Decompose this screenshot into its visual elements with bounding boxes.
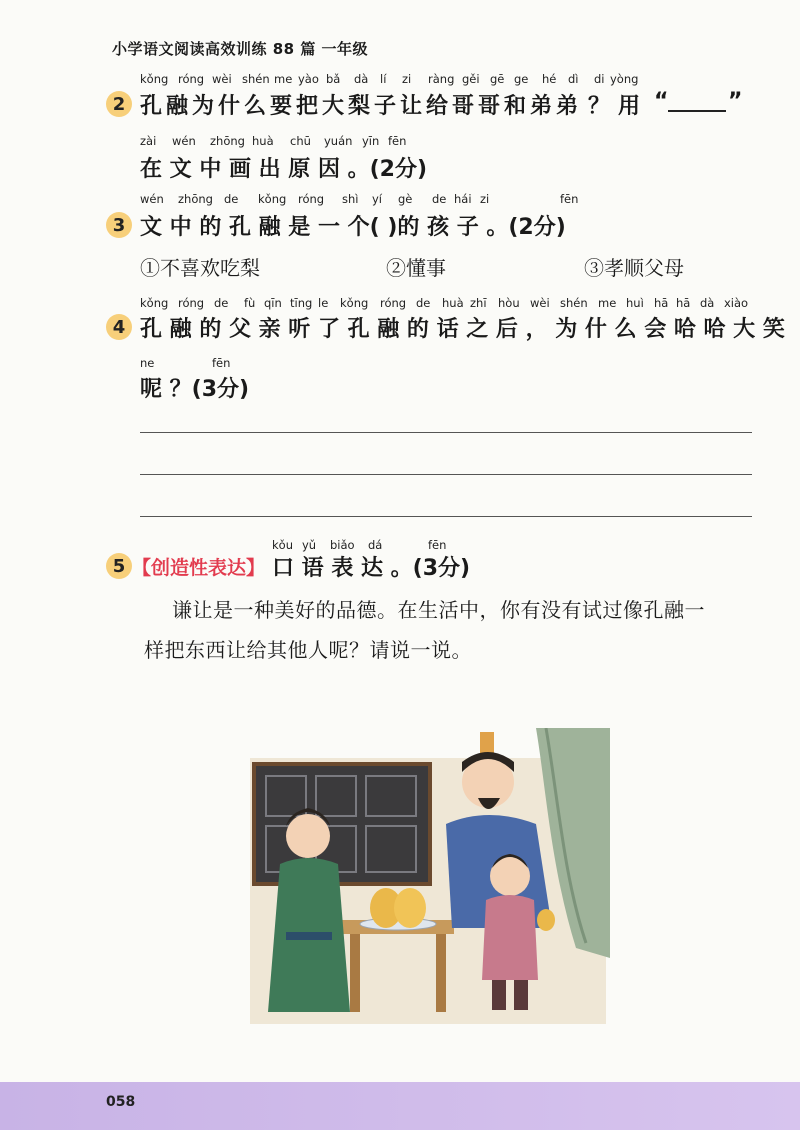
kong-rong-pears-illustration bbox=[246, 728, 610, 1028]
q4-number-badge: 4 bbox=[106, 314, 132, 340]
q2-pinyin-token: bǎ bbox=[326, 72, 341, 86]
q2-char: 融 bbox=[166, 94, 189, 119]
q3-pinyin-token: zi bbox=[480, 192, 490, 206]
q4-pinyin-token: zhī bbox=[470, 296, 487, 310]
q4-pinyin-token: róng bbox=[178, 296, 205, 310]
q2-pinyin-token: zi bbox=[402, 72, 412, 86]
q4-pinyin-token: dà bbox=[700, 296, 715, 310]
q2-pinyin-token: me bbox=[274, 72, 293, 86]
q2-pinyin-token: ràng bbox=[428, 72, 455, 86]
q3-pinyin-token: fēn bbox=[560, 192, 579, 206]
q2-pinyin-token: wén bbox=[172, 134, 196, 148]
q5-pinyin-token: yǔ bbox=[302, 538, 317, 552]
q5-pinyin-token: fēn bbox=[428, 538, 447, 552]
q2-pinyin-token: yòng bbox=[610, 72, 639, 86]
q4-pinyin-token: ne bbox=[140, 356, 155, 370]
q2-pinyin-token: yīn bbox=[362, 134, 380, 148]
q3-pinyin-token: hái bbox=[454, 192, 472, 206]
q4-pinyin-token: róng bbox=[380, 296, 407, 310]
q2-char: 什 bbox=[218, 94, 241, 119]
q5-pinyin-token: biǎo bbox=[330, 538, 355, 552]
q5-pinyin-token: dá bbox=[368, 538, 383, 552]
q2-pinyin-token: gěi bbox=[462, 72, 480, 86]
q2-char: 让 bbox=[400, 94, 423, 119]
q5-category-tag: 【创造性表达】 bbox=[132, 557, 266, 579]
q3-pinyin-row bbox=[140, 192, 600, 208]
q3-pinyin-token: wén bbox=[140, 192, 164, 206]
q2-char: 为 bbox=[192, 94, 215, 119]
q3-pinyin-token: yí bbox=[372, 192, 383, 206]
q4-pinyin-token: le bbox=[318, 296, 329, 310]
q2-pinyin-token: lí bbox=[380, 72, 387, 86]
q3-pinyin-token: róng bbox=[298, 192, 325, 206]
q2-char: 大 bbox=[322, 94, 345, 119]
q4-pinyin-token: wèi bbox=[530, 296, 550, 310]
q5-title: 口 语 表 达 。(3分) bbox=[272, 556, 471, 581]
q3-option-3[interactable]: ③孝顺父母 bbox=[584, 256, 684, 280]
q2-pinyin-token: fēn bbox=[388, 134, 407, 148]
q4-question-line-1: 孔 融 的 父 亲 听 了 孔 融 的 话 之 后 ， 为 什 么 会 哈 哈 大 笑 bbox=[140, 317, 785, 342]
q2-pinyin-token: chū bbox=[290, 134, 311, 148]
q5-body-line-2: 样把东西让给其他人呢？请说一说。 bbox=[144, 638, 472, 662]
q2-char: 弟 bbox=[556, 94, 579, 119]
q4-pinyin-token: tīng bbox=[290, 296, 313, 310]
q3-option-1[interactable]: ①不喜欢吃梨 bbox=[140, 256, 260, 280]
q3-option-2[interactable]: ②懂事 bbox=[386, 256, 446, 280]
q2-answer-blank[interactable] bbox=[668, 110, 726, 112]
q2-char: 要 bbox=[270, 94, 293, 119]
q2-char: 梨 bbox=[348, 94, 371, 119]
q3-pinyin-token: de bbox=[224, 192, 239, 206]
q2-char: 子 bbox=[374, 94, 397, 119]
q2-pinyin-token: róng bbox=[178, 72, 205, 86]
q4-pinyin-row-1 bbox=[140, 296, 770, 312]
q3-pinyin-token: shì bbox=[342, 192, 359, 206]
q2-pinyin-token: dà bbox=[354, 72, 369, 86]
q2-pinyin-token: ge bbox=[514, 72, 529, 86]
q2-char: 和 bbox=[504, 94, 527, 119]
q3-number-badge: 3 bbox=[106, 212, 132, 238]
q2-pinyin-token: zhōng bbox=[210, 134, 245, 148]
q2-pinyin-row-1 bbox=[140, 72, 760, 88]
q3-question-line: 文 中 的 孔 融 是 一 个( )的 孩 子 。(2分) bbox=[140, 215, 566, 240]
q3-pinyin-token: de bbox=[432, 192, 447, 206]
q4-pinyin-token: hā bbox=[654, 296, 669, 310]
q2-pinyin-token: kǒng bbox=[140, 72, 169, 86]
q4-pinyin-token: xiào bbox=[724, 296, 749, 310]
q2-char: 用 bbox=[618, 94, 641, 119]
q2-pinyin-token: shén bbox=[242, 72, 270, 86]
q2-pinyin-token: yào bbox=[298, 72, 319, 86]
q2-pinyin-row-2 bbox=[140, 134, 440, 150]
answer-line-2[interactable] bbox=[140, 474, 752, 475]
q4-pinyin-token: kǒng bbox=[340, 296, 369, 310]
q4-pinyin-token: de bbox=[416, 296, 431, 310]
q2-char: 把 bbox=[296, 94, 319, 119]
q4-pinyin-row-2 bbox=[140, 356, 340, 372]
q2-char: 孔 bbox=[140, 94, 163, 119]
q5-number-badge: 5 bbox=[106, 553, 132, 579]
q4-pinyin-token: qīn bbox=[264, 296, 282, 310]
book-header: 小学语文阅读高效训练 88 篇 一年级 bbox=[112, 40, 369, 58]
q2-pinyin-token: dì bbox=[568, 72, 579, 86]
q4-pinyin-token: kǒng bbox=[140, 296, 169, 310]
q4-pinyin-token: huà bbox=[442, 296, 464, 310]
q2-pinyin-token: hé bbox=[542, 72, 557, 86]
q2-pinyin-token: gē bbox=[490, 72, 505, 86]
q2-open-quote: “ bbox=[654, 89, 669, 114]
answer-line-1[interactable] bbox=[140, 432, 752, 433]
q4-pinyin-token: fù bbox=[244, 296, 256, 310]
q2-pinyin-token: huà bbox=[252, 134, 274, 148]
q2-pinyin-token: di bbox=[594, 72, 605, 86]
q2-number-badge: 2 bbox=[106, 91, 132, 117]
q4-pinyin-token: huì bbox=[626, 296, 644, 310]
q4-pinyin-token: hā bbox=[676, 296, 691, 310]
q5-pinyin-token: kǒu bbox=[272, 538, 293, 552]
q2-char: 哥 bbox=[452, 94, 475, 119]
q3-pinyin-token: gè bbox=[398, 192, 413, 206]
q3-pinyin-token: zhōng bbox=[178, 192, 213, 206]
q2-pinyin-token: zài bbox=[140, 134, 157, 148]
q5-body-line-1: 谦让是一种美好的品德。在生活中，你有没有试过像孔融一 bbox=[172, 598, 705, 622]
q4-question-line-2: 呢 ？(3分) bbox=[140, 377, 250, 402]
q2-char: 么 bbox=[244, 94, 267, 119]
q2-close-quote: ” bbox=[728, 89, 743, 114]
q2-pinyin-token: wèi bbox=[212, 72, 232, 86]
q4-pinyin-token: de bbox=[214, 296, 229, 310]
q2-char: ？ bbox=[588, 94, 611, 119]
q2-question-line-2: 在 文 中 画 出 原 因 。(2分) bbox=[140, 157, 428, 182]
q2-char: 哥 bbox=[478, 94, 501, 119]
q2-pinyin-token: yuán bbox=[324, 134, 353, 148]
answer-line-3[interactable] bbox=[140, 516, 752, 517]
q4-pinyin-token: me bbox=[598, 296, 617, 310]
q2-char: 给 bbox=[426, 94, 449, 119]
q2-char: 弟 bbox=[530, 94, 553, 119]
q4-pinyin-token: shén bbox=[560, 296, 588, 310]
q4-pinyin-token: fēn bbox=[212, 356, 231, 370]
q4-pinyin-token: hòu bbox=[498, 296, 520, 310]
page-number: 058 bbox=[106, 1094, 136, 1110]
q3-pinyin-token: kǒng bbox=[258, 192, 287, 206]
